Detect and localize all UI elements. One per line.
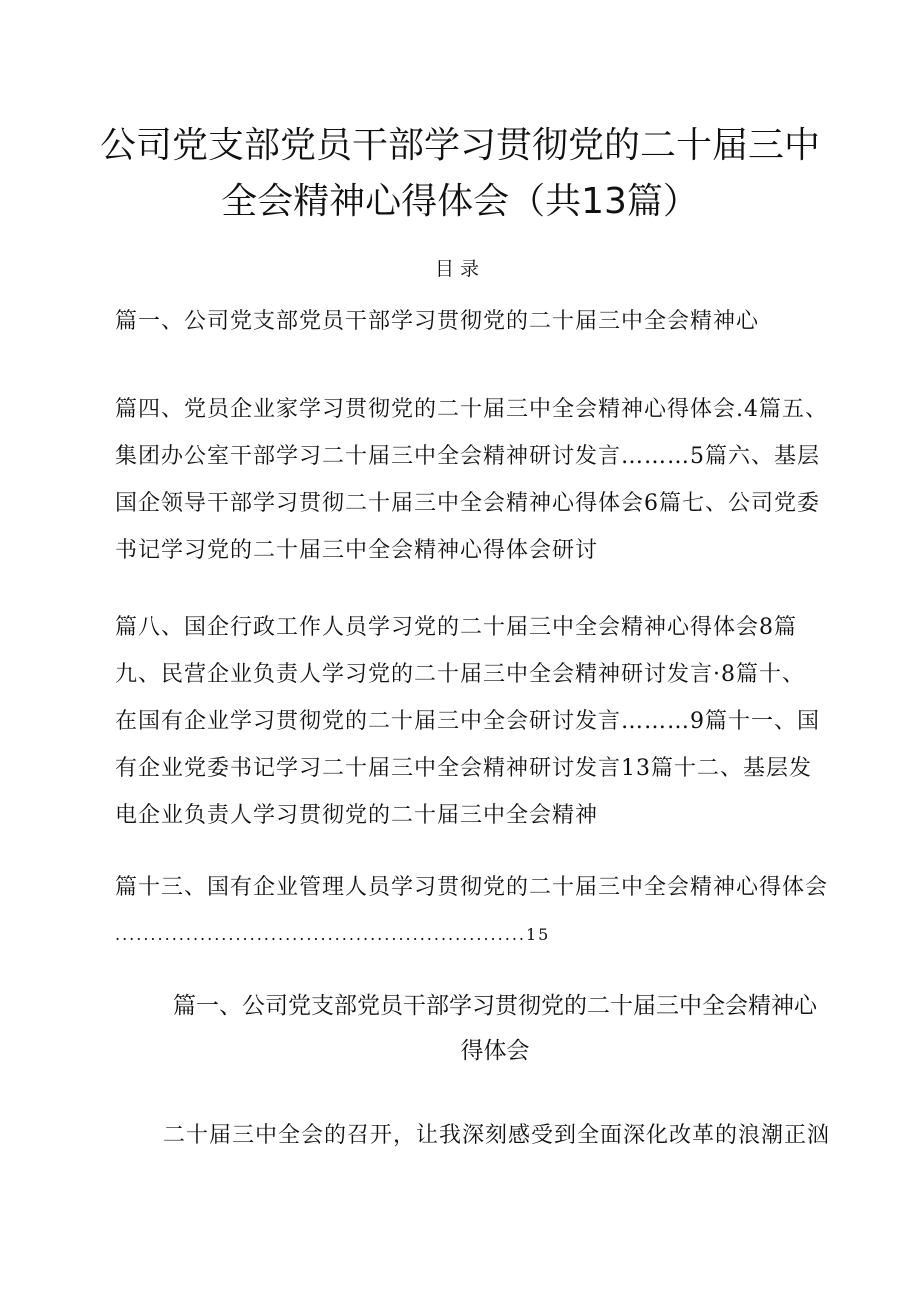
body-paragraph: 二十届三中全会的召开，让我深刻感受到全面深化改革的浪潮正汹	[163, 1123, 831, 1148]
section-title-line: 得体会	[460, 1038, 530, 1064]
toc-paragraph	[115, 298, 835, 345]
document-title	[60, 118, 860, 230]
toc-line: 在国有企业学习贯彻党的二十届三中全会研讨发言………9篇十一、国	[115, 709, 820, 734]
toc-paragraph	[115, 864, 835, 958]
toc-heading: 目录	[434, 258, 485, 280]
toc-line: 篇一、公司党支部党员干部学习贯彻党的二十届三中全会精神心	[115, 309, 760, 334]
toc-line: 电企业负责人学习贯彻党的二十届三中全会精神	[115, 803, 599, 828]
toc-line: 国企领导干部学习贯彻二十届三中全会精神心得体会6篇七、公司党委	[115, 491, 820, 516]
toc-line: 集团办公室干部学习二十届三中全会精神研讨发言………5篇六、基层	[115, 444, 820, 469]
toc-line: 九、民营企业负责人学习党的二十届三中全会精神研讨发言·8篇十、	[115, 662, 805, 687]
section-title	[150, 984, 840, 1074]
toc-dot-leader: ..........................................................15	[115, 925, 551, 944]
toc-line: 篇四、党员企业家学习贯彻党的二十届三中全会精神心得体会.4篇五、	[115, 397, 828, 422]
document-title-line: 公司党支部党员干部学习贯彻党的二十届三中	[99, 125, 820, 166]
toc-line: 篇八、国企行政工作人员学习党的二十届三中全会精神心得体会8篇	[115, 615, 797, 640]
toc-paragraph	[115, 604, 835, 839]
document-title-line: 全会精神心得体会（共13篇）	[221, 181, 699, 222]
toc-line: 书记学习党的二十届三中全会精神心得体会研讨	[115, 538, 599, 563]
toc-paragraph	[115, 386, 835, 574]
section-title-line: 篇一、公司党支部党员干部学习贯彻党的二十届三中全会精神心	[173, 993, 817, 1019]
toc-line: 篇十三、国有企业管理人员学习贯彻党的二十届三中全会精神心得体会	[115, 875, 829, 900]
toc-line: 有企业党委书记学习二十届三中全会精神研讨发言13篇十二、基层发	[115, 756, 812, 781]
